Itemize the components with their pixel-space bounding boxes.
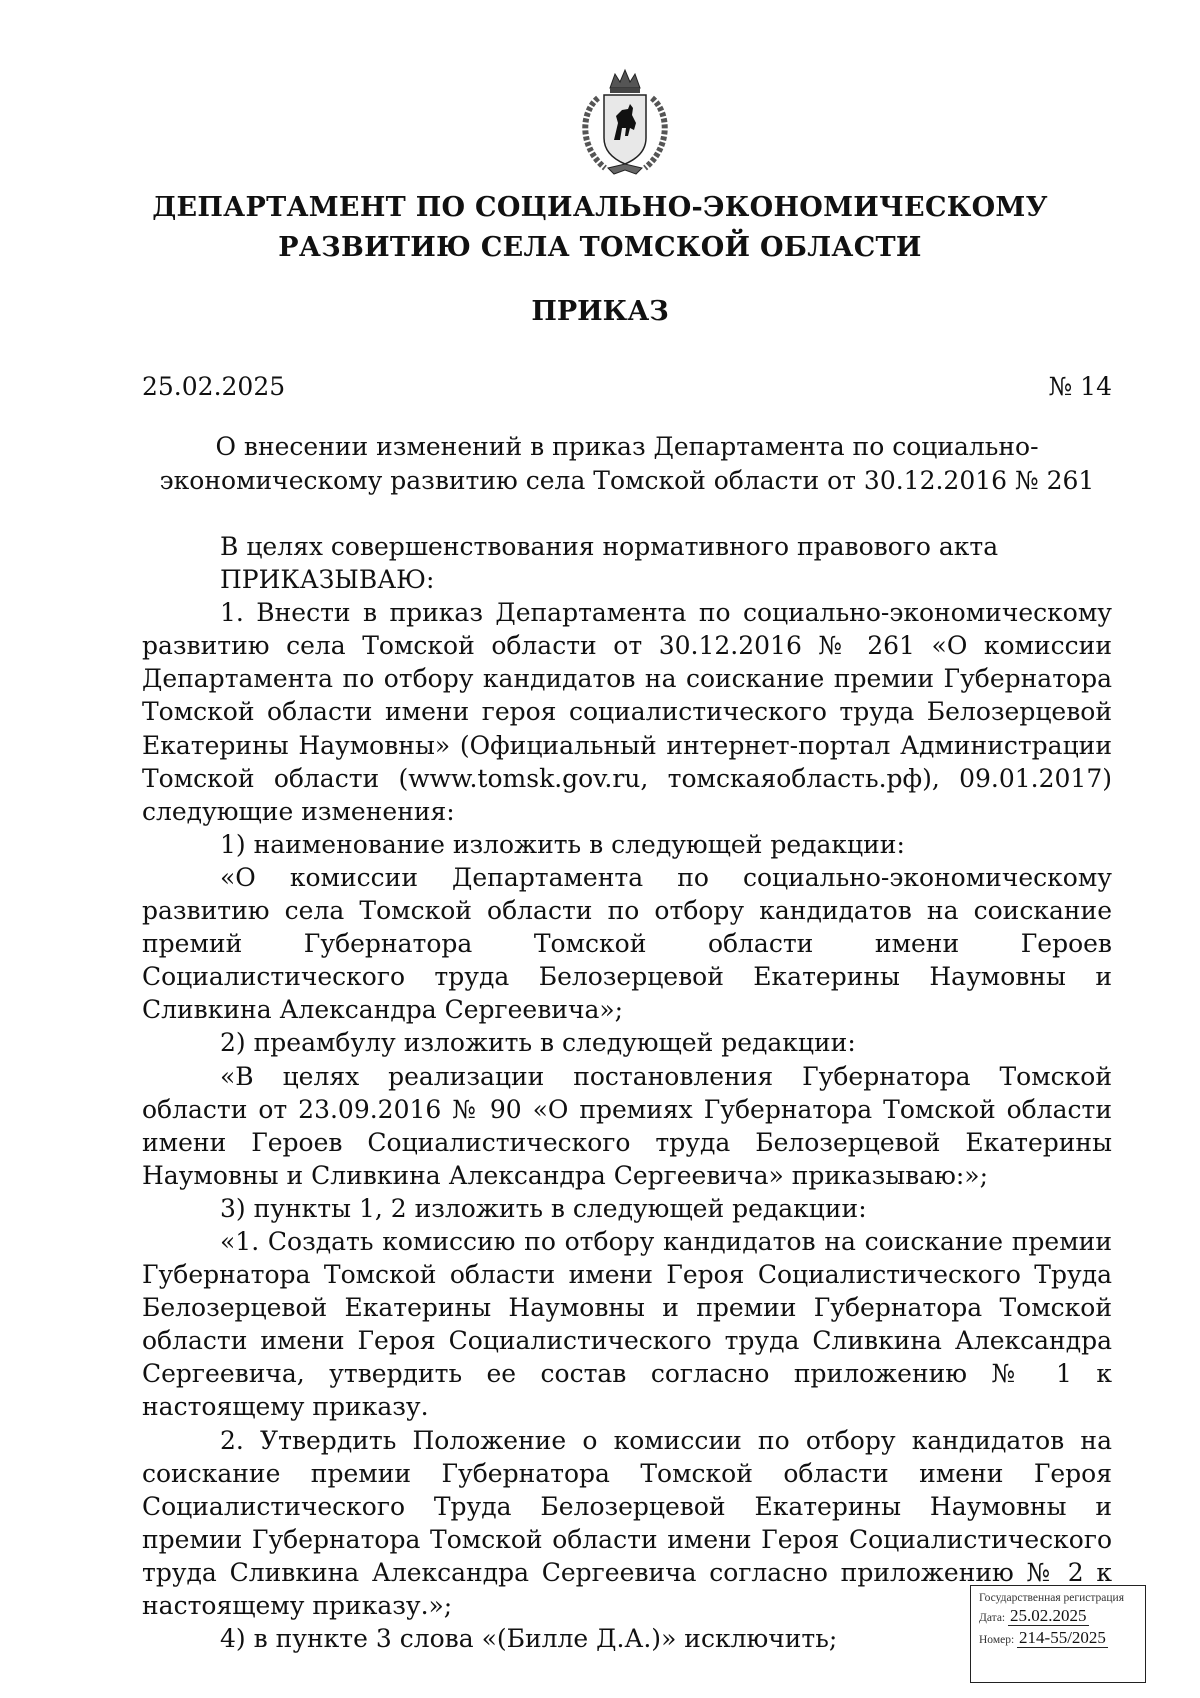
order-date: 25.02.2025 [142,372,286,401]
registration-number-label: Номер: [979,1634,1015,1646]
department-name-line1: ДЕПАРТАМЕНТ ПО СОЦИАЛЬНО-ЭКОНОМИЧЕСКОМУ [152,192,1048,223]
item-3-text-2: 2. Утвердить Положение о комиссии по отбору кандидатов на соискание премии Губернатора Томской области имени Героя Социалистического Труда Белозерцевой Екатерины Наумовны и премии Губернатора Томской области имени Героя Социалистического труда Сливкина Александра Сергеевича согласно приложению № 2 к настоящему приказу.»; [142,1425,1112,1620]
document-type: ПРИКАЗ [531,296,669,327]
registration-stamp [970,1585,1146,1683]
item-1: 1) наименование изложить в следующей редакции: [220,829,905,859]
coat-of-arms-icon [570,68,680,180]
registration-date-label: Дата: [979,1612,1006,1624]
registration-date-row [979,1606,1137,1626]
paragraph-1: 1. Внести в приказ Департамента по социально-экономическому развитию села Томской области от 30.12.2016 № 261 «О комиссии Департамента по отбору кандидатов на соискание премии Губернатора Томской области имени героя социалистического труда Белозерцевой Екатерины Наумовны» (Официальный интернет-портал Администрации Томской области (www.tomsk.gov.ru, томскаяобласть.рф), 09.01.2017) следующие изменения: [142,598,1112,826]
registration-date-value: 25.02.2025 [1010,1606,1087,1625]
order-subject [142,430,1112,498]
item-2: 2) преамбулу изложить в следующей редакции: [220,1028,856,1058]
item-4: 4) в пункте 3 слова «(Билле Д.А.)» исключить; [220,1624,838,1654]
item-3-text-1: «1. Создать комиссию по отбору кандидатов на соискание премии Губернатора Томской области имени Героя Социалистического Труда Белозерцевой Екатерины Наумовны и премии Губернатора Томской области имени Героя Социалистического труда Сливкина Александра Сергеевича, утвердить ее состав согласно приложению № 1 к настоящему приказу. [142,1226,1112,1422]
subject-line2: экономическому развитию села Томской области от 30.12.2016 № 261 [159,466,1095,495]
item-1-text: «О комиссии Департамента по социально-экономическому развитию села Томской области по отбору кандидатов на соискание премий Губернатора Томской области имени Героев Социалистического труда Белозерцевой Екатерины Наумовны и Сливкина Александра Сергеевича»; [142,862,1112,1025]
order-word: ПРИКАЗЫВАЮ: [220,565,435,595]
intro-paragraph: В целях совершенствования нормативного правового акта [220,532,999,561]
item-3: 3) пункты 1, 2 изложить в следующей редакции: [220,1193,867,1223]
item-2-text: «В целях реализации постановления Губернатора Томской области от 23.09.2016 № 90 «О премиях Губернатора Томской области имени Героев Социалистического труда Белозерцевой Екатерины Наумовны и Сливкина Александра Сергеевича» приказываю:»; [142,1061,1112,1190]
registration-number-row [979,1628,1137,1648]
registration-title: Государственная регистрация [979,1592,1124,1604]
order-body [142,530,1112,1655]
order-number: № 14 [1048,372,1112,401]
subject-line1: О внесении изменений в приказ Департамента по социально- [215,432,1039,461]
department-name-line2: РАЗВИТИЮ СЕЛА ТОМСКОЙ ОБЛАСТИ [278,232,922,263]
registration-number-value: 214-55/2025 [1019,1628,1106,1647]
